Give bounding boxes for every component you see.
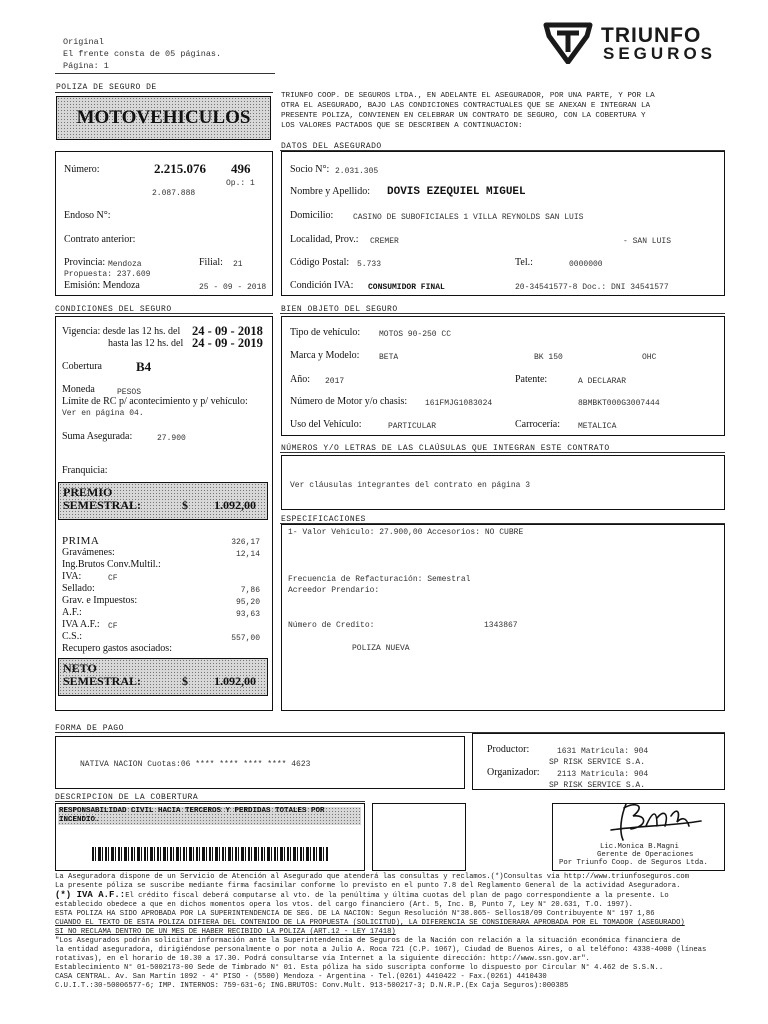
- localidad-value: CREMER: [370, 237, 399, 246]
- documento-value: 20-34541577-8 Doc.: DNI 34541577: [515, 283, 669, 292]
- sub-numero: 2.087.888: [152, 189, 196, 198]
- footer-iva-rest: El crédito fiscal deberá computarse al vto. de la penúltima y última cuotas del plan de pago correspondiente a la presente. Lo: [125, 892, 669, 900]
- footer-line-6: "Los Asegurados podrán solicitar información ante la Superintendencia de Seguros de la Nación con relación a la situación económica financiera de: [55, 937, 681, 945]
- prima-value: 326,17: [231, 538, 260, 547]
- descripcion-text-1: RESPONSABILIDAD CIVIL HACIA TERCEROS Y PERDIDAS TOTALES POR: [59, 807, 325, 815]
- emision-date: 25 - 09 - 2018: [199, 283, 267, 292]
- tipo-vehiculo-label: Tipo de vehículo:: [290, 327, 361, 338]
- footer-line-11: C.U.I.T.:30-50006577-6; IMP. INTERNOS: 759-631-6; ING.BRUTOS: Conv.Mult. 913-500217-3; D.N.R.P.(Ex Caja Seguros):000385: [55, 982, 569, 990]
- emision-label: Emisión: Mendoza: [64, 280, 140, 291]
- descripcion-label: DESCRIPCION DE LA COBERTURA: [55, 793, 199, 802]
- domicilio-label: Domicilio:: [290, 210, 334, 221]
- firma-name: Lic.Monica B.Magni: [600, 843, 679, 851]
- op-value: Op.: 1: [226, 179, 255, 188]
- credito-label: Número de Credito:: [288, 621, 375, 630]
- poliza-section-label: POLIZA DE SEGURO DE: [56, 83, 157, 92]
- premio-semestral-label: SEMESTRAL:: [63, 498, 142, 512]
- header-page-number: Página: 1: [63, 61, 109, 71]
- cobertura-value: B4: [136, 359, 152, 374]
- neto-label: NETO: [63, 661, 97, 675]
- patente-value: A DECLARAR: [578, 377, 627, 386]
- forma-pago-label: FORMA DE PAGO: [55, 724, 124, 733]
- domicilio-value: CASINO DE SUBOFICIALES 1 VILLA REYNOLDS SAN LUIS: [353, 213, 584, 222]
- header-pages: El frente consta de 05 páginas.: [63, 49, 222, 59]
- neto-box: [58, 658, 268, 696]
- forma-pago-text: NATIVA NACION Cuotas:06 **** **** **** **** 4623: [80, 760, 311, 769]
- especificaciones-label: ESPECIFICACIONES: [281, 515, 366, 524]
- footer-iva-bold: (*) IVA A.F.:: [55, 890, 126, 900]
- provincia-label: Provincia:: [64, 257, 106, 268]
- limite-value: Ver en página 04.: [62, 409, 144, 418]
- marca-value: BETA: [379, 353, 399, 362]
- barcode: [92, 847, 329, 861]
- datos-asegurado-label: DATOS DEL ASEGURADO: [281, 142, 382, 151]
- carroceria-value: METALICA: [578, 422, 617, 431]
- condiciones-label: CONDICIONES DEL SEGURO: [55, 305, 172, 314]
- ingbrutos-label: Ing.Brutos Conv.Multil.:: [62, 559, 161, 570]
- descripcion-extra-box: [372, 803, 466, 871]
- moneda-value: PESOS: [117, 388, 142, 397]
- iva-af-value: CF: [108, 622, 118, 631]
- footer-line-2: establecido obedece a que en dichos momentos opera los vtos. del cargo financiero (Art. 5, Inc. B, Punto 7, Ley N° 20.631, T.O. 1997).: [55, 901, 633, 909]
- clausulas-box: [281, 455, 725, 510]
- firma-company: Por Triunfo Coop. de Seguros Ltda.: [559, 859, 708, 867]
- condicion-iva-label: Condición IVA:: [290, 280, 354, 291]
- especificaciones-box: [281, 524, 725, 711]
- condiciones-box: [55, 316, 273, 711]
- descripcion-text-2: INCENDIO.: [59, 816, 100, 824]
- brand-sub: SEGUROS: [603, 44, 717, 63]
- vigencia-hasta: 24 - 09 - 2019: [192, 336, 263, 350]
- tel-value: 0000000: [569, 260, 603, 269]
- socio-value: 2.031.305: [335, 167, 379, 176]
- nombre-label: Nombre y Apellido:: [290, 186, 370, 197]
- bien-label: BIEN OBJETO DEL SEGURO: [281, 305, 398, 314]
- motor-value: 161FMJG1083024: [425, 399, 493, 408]
- poliza-type: MOTOVEHICULOS: [76, 107, 251, 128]
- franquicia-label: Franquicia:: [62, 465, 108, 476]
- cp-label: Código Postal:: [290, 257, 350, 268]
- footer-line-3: ESTA POLIZA HA SIDO APROBADA POR LA SUPERINTENDENCIA DE SEG. DE LA NACION: Segun Resolución N°38.065- Sellos18/09 Contribuyente N° 197 1,86: [55, 910, 655, 918]
- prima-label: PRIMA: [62, 535, 100, 547]
- iva-cond-value: CF: [108, 574, 118, 583]
- provincia-value: Mendoza: [108, 260, 142, 269]
- poliza-type-box: [56, 96, 271, 140]
- poliza-intro: TRIUNFO COOP. DE SEGUROS LTDA., EN ADELANTE EL ASEGURADOR, POR UNA PARTE, Y POR LA OTRA EL ASEGURADO, BAJO LAS CONDICIONES CONTRACTUALES QUE SE ANEXAN E INTEGRAN LA PRESENTE POLIZA, CONVIENEN EN CELEBRAR UN CONTRATO DE SEGURO, CON LA COBERTURA Y LOS VALORES PACTADOS QUE SE DESCRIBEN A CONTINUACION:: [281, 92, 655, 130]
- brand-name: TRIUNFO: [601, 24, 702, 47]
- gravamenes-label: Gravámenes:: [62, 547, 115, 558]
- cobertura-label: Cobertura: [62, 361, 102, 372]
- premio-value: 1.092,00: [214, 498, 256, 512]
- premio-box: [58, 482, 268, 520]
- limite-label: Límite de RC p/ acontecimiento y p/ vehículo:: [62, 396, 248, 407]
- footer-line-8: rotativas), en el horario de 10.30 a 17.30. Podrá consultarse vía Internet a la siguiente dirección: http://www.ssn.gov.ar".: [55, 955, 590, 963]
- hasta-label: hasta las 12 hs. del: [108, 338, 184, 349]
- af-value: 93,63: [235, 610, 260, 619]
- filial-value: 21: [233, 260, 243, 269]
- numero-value: 2.215.076: [154, 161, 206, 176]
- productor-name: SP RISK SERVICE S.A.: [549, 758, 646, 767]
- propuesta-value: Propuesta: 237.609: [64, 270, 151, 279]
- recupero-label: Recupero gastos asociados:: [62, 643, 172, 654]
- neto-semestral-label: SEMESTRAL:: [63, 674, 142, 688]
- anio-value: 2017: [325, 377, 345, 386]
- grav-impuestos-label: Grav. e Impuestos:: [62, 595, 138, 606]
- tipo-vehiculo-value: MOTOS 90-250 CC: [379, 330, 452, 339]
- signature-icon: [591, 796, 711, 846]
- brand-logo: [543, 22, 723, 66]
- numero-label: Número:: [64, 164, 100, 175]
- patente-label: Patente:: [515, 374, 548, 385]
- valor-vehiculo: 1- Valor Vehiculo: 27.900,00 Accesorios: NO CUBRE: [288, 528, 524, 537]
- footer-line-9: Establecimiento N° 01-5002173-00 Sede de Timbrado N° 01. Esta póliza ha sido suscripta conforme lo dispuesto por Circular N° 4.462 de S.S.N..: [55, 964, 664, 972]
- forma-pago-box: [55, 736, 465, 789]
- neto-value: 1.092,00: [214, 674, 256, 688]
- nombre-value: DOVIS EZEQUIEL MIGUEL: [387, 186, 526, 198]
- socio-label: Socio N°:: [290, 164, 330, 175]
- footer-line-4: CUANDO EL TEXTO DE ESTA POLIZA DIFIERA DEL CONTENIDO DE LA PROPUESTA (SOLICITUD), LA DIFERENCIA SE CONSIDERARA APROBADA POR EL TOMADOR (ASEGURADO): [55, 919, 685, 927]
- footer-line-0: La Aseguradora dispone de un Servicio de Atención al Asegurado que atenderá las consultas y reclamos.(*)Consultas vía http://www.triunfoseguros.com: [55, 873, 690, 881]
- marca-label: Marca y Modelo:: [290, 350, 360, 361]
- asegurado-box: [281, 151, 725, 296]
- sellado-value: 7,86: [240, 586, 260, 595]
- premio-label: PREMIO: [63, 485, 113, 499]
- moneda-label: Moneda: [62, 384, 95, 395]
- uso-label: Uso del Vehículo:: [290, 419, 362, 430]
- footer-line-7: la entidad aseguradora, dirigiéndose personalmente o por nota a Julio A. Roca 721 (C.P. 1067), Ciudad de Buenos Aires, o al teléfono: 4338-4000 (líneas: [55, 946, 707, 954]
- poliza-nueva: POLIZA NUEVA: [352, 644, 410, 653]
- header-info: [63, 36, 221, 72]
- header-original: Original: [63, 37, 104, 47]
- organizador-value: 2113 Matricula: 904: [557, 770, 649, 779]
- footer-text: [55, 873, 706, 991]
- footer-line-5: SI NO RECLAMA DENTRO DE UN MES DE HABER RECIBIDO LA POLIZA (ART.12 - LEY 17418): [55, 928, 396, 936]
- uso-value: PARTICULAR: [388, 422, 437, 431]
- descripcion-box: [55, 803, 365, 871]
- frecuencia: Frecuencia de Refacturación: Semestral: [288, 575, 471, 584]
- iva-cond-label: IVA:: [62, 571, 82, 582]
- contrato-anterior-label: Contrato anterior:: [64, 234, 136, 245]
- footer-line-1: La presente póliza se suscribe mediante firma facsimilar conforme lo previsto en el punto 7.8 del Reglamento General de la actividad Aseguradora.: [55, 882, 681, 890]
- clausulas-text: Ver cláusulas integrantes del contrato en página 3: [290, 481, 531, 490]
- chasis-value: 8BMBKT000G3007444: [578, 399, 660, 408]
- policy-number-box: [55, 151, 273, 296]
- modelo-value: BK 150: [534, 353, 563, 362]
- acreedor: Acreedor Prendario:: [288, 586, 380, 595]
- organizador-name: SP RISK SERVICE S.A.: [549, 781, 646, 790]
- organizador-label: Organizador:: [487, 767, 540, 778]
- localidad-label: Localidad, Prov.:: [290, 234, 359, 245]
- numero-suffix: 496: [231, 161, 251, 176]
- carroceria-label: Carrocería:: [515, 419, 560, 430]
- cp-value: 5.733: [357, 260, 382, 269]
- vigencia-label: Vigencia: desde las 12 hs. del: [62, 326, 181, 337]
- cs-value: 557,00: [231, 634, 260, 643]
- credito-value: 1343867: [484, 621, 518, 630]
- productor-label: Productor:: [487, 744, 530, 755]
- productor-value: 1631 Matricula: 904: [557, 747, 649, 756]
- condicion-iva-value: CONSUMIDOR FINAL: [368, 283, 445, 292]
- grav-impuestos-value: 95,20: [235, 598, 260, 607]
- clausulas-label: NÚMEROS Y/O LETRAS DE LAS CLAÚSULAS QUE INTEGRAN ESTE CONTRATO: [281, 444, 610, 453]
- footer-line-10: CASA CENTRAL. Av. San Martín 1092 - 4° PISO - (5500) Mendoza - Argentina - Tel.(0261) 4410422 - Fax.(0261) 4410430: [55, 973, 547, 981]
- motor-label: Número de Motor y/o chasis:: [290, 396, 408, 407]
- sellado-label: Sellado:: [62, 583, 95, 594]
- productor-box: [472, 733, 725, 790]
- endoso-label: Endoso N°:: [64, 210, 111, 221]
- firma-title: Gerente de Operaciones: [597, 851, 694, 859]
- provincia-asegurado: - SAN LUIS: [623, 237, 672, 246]
- premio-currency: $: [182, 498, 188, 512]
- gravamenes-value: 12,14: [235, 550, 260, 559]
- triunfo-shield-icon: [543, 22, 593, 64]
- cs-label: C.S.:: [62, 631, 83, 642]
- bien-box: [281, 316, 725, 436]
- anio-label: Año:: [290, 374, 310, 385]
- tel-label: Tel.:: [515, 257, 533, 268]
- neto-currency: $: [182, 674, 188, 688]
- filial-label: Filial:: [199, 257, 223, 268]
- footer-iva-line: [55, 891, 706, 901]
- af-label: A.F.:: [62, 607, 82, 618]
- suma-value: 27.900: [157, 434, 186, 443]
- suma-label: Suma Asegurada:: [62, 431, 133, 442]
- firma-box: [552, 803, 725, 871]
- iva-af-label: IVA A.F.:: [62, 619, 100, 630]
- modelo-extra: OHC: [642, 353, 657, 362]
- vigencia-desde: 24 - 09 - 2018: [192, 324, 263, 338]
